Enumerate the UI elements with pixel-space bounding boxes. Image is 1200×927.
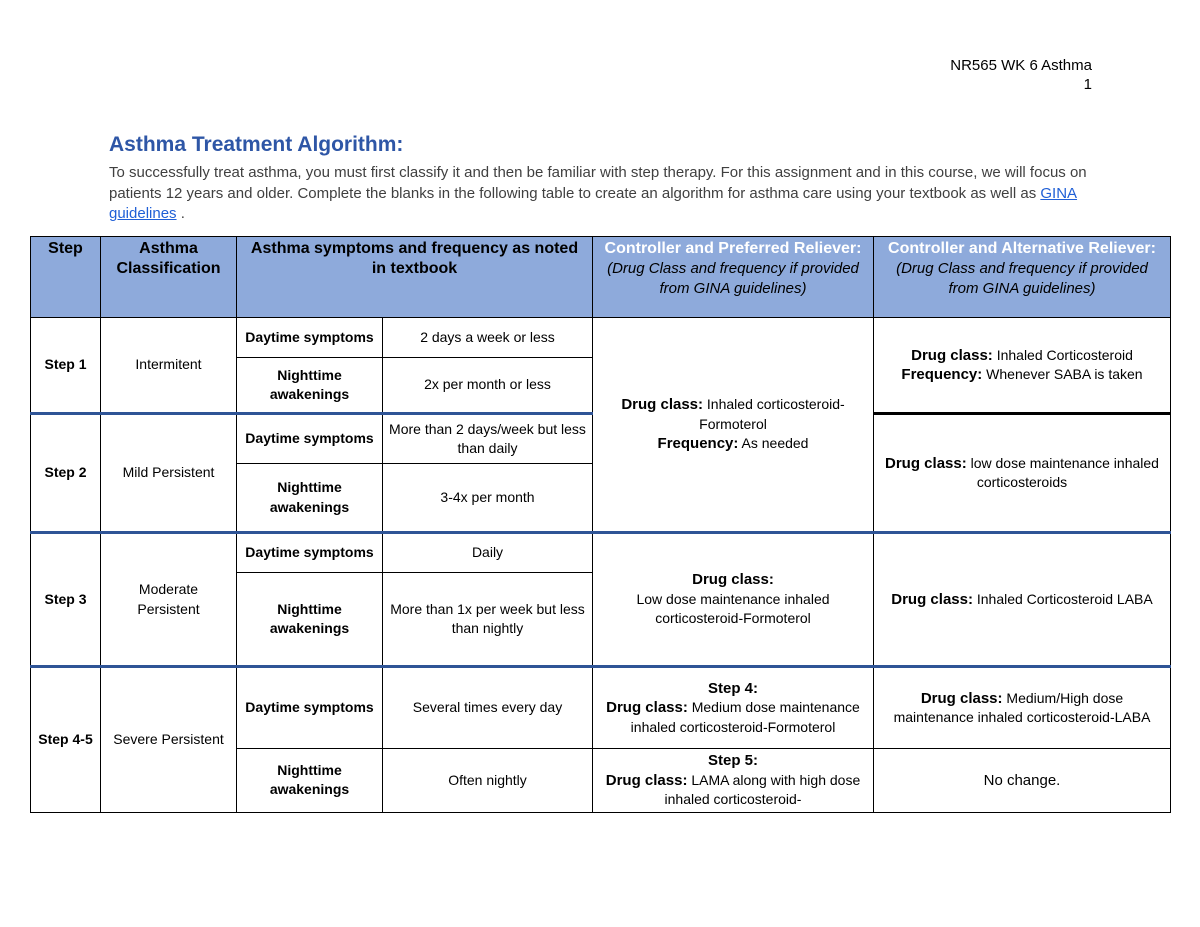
doc-label: NR565 WK 6 Asthma (950, 57, 1092, 74)
daytime-symptoms-label: Daytime symptoms (237, 318, 383, 358)
step-3-classification: Moderate Persistent (101, 533, 237, 667)
step-1-cell: Step 1 (31, 318, 101, 414)
alternative-reliever-step-4 (874, 667, 1171, 749)
preferred-reliever-step-4 (593, 667, 874, 749)
alt-1-class: Inhaled Corticosteroid (996, 346, 1133, 363)
page-number: 1 (1083, 76, 1092, 93)
asthma-algorithm-table (30, 236, 1171, 813)
drug-class-label: Drug class: (920, 689, 1003, 707)
daytime-symptoms-label: Daytime symptoms (237, 533, 383, 573)
intro-paragraph (109, 163, 1094, 225)
page-title: Asthma Treatment Algorithm: (109, 133, 404, 156)
header-controller-preferred-sub: (Drug Class and frequency if provided from GINA guidelines) (607, 260, 859, 297)
drug-class-label: Drug class: (606, 699, 688, 717)
step-2-classification: Mild Persistent (101, 414, 237, 533)
header-step: Step (31, 237, 101, 318)
intro-end: . (176, 205, 185, 222)
intro-text: To successfully treat asthma, you must first classify it and then be familiar with step therapy. For this assignment and in this course, we will focus on patients 12 years and older. Complete the blanks in the following table to create an algorithm for asthma care using your textbook as well as (109, 164, 1087, 202)
daytime-symptoms-label: Daytime symptoms (237, 667, 383, 749)
header-controller-preferred (593, 237, 874, 318)
step-1-classification: Intermitent (101, 318, 237, 414)
preferred-4-class: Medium dose maintenance inhaled corticosteroid-Formoterol (630, 699, 860, 735)
step-4-5-cell: Step 4-5 (31, 667, 101, 813)
table-header-row (31, 237, 1171, 318)
gina-guidelines-link[interactable]: GINA guidelines (109, 184, 1078, 222)
step-2-daytime-value: More than 2 days/week but less than daily (383, 414, 593, 464)
preferred-reliever-step-3 (593, 533, 874, 667)
header-symptoms: Asthma symptoms and frequency as noted in textbook (237, 237, 593, 318)
step-3-daytime-value: Daily (383, 533, 593, 573)
step-3-nighttime-value: More than 1x per week but less than nightly (383, 573, 593, 667)
drug-class-label: Drug class: (911, 346, 993, 364)
step-1-nighttime-value: 2x per month or less (383, 358, 593, 414)
step-5-label: Step 5: (707, 752, 758, 769)
running-header (950, 56, 1092, 94)
alternative-reliever-step-2 (874, 414, 1171, 533)
alternative-reliever-step-3 (874, 533, 1171, 667)
header-controller-alternative (874, 237, 1171, 318)
drug-class-label: Drug class: (891, 590, 973, 608)
alt-4-class: Medium/High dose maintenance inhaled corticosteroid-LABA (893, 689, 1151, 725)
frequency-label: Frequency: (901, 366, 983, 383)
preferred-5-class: LAMA along with high dose inhaled corticosteroid- (664, 771, 861, 807)
alt-3-class: Inhaled Corticosteroid LABA (976, 590, 1153, 607)
nighttime-awakenings-label: Nighttime awakenings (237, 358, 383, 414)
preferred-1-2-freq: As needed (741, 435, 809, 452)
step-2-nighttime-value: 3-4x per month (383, 464, 593, 533)
step-4-5-daytime-value: Several times every day (383, 667, 593, 749)
drug-class-label: Drug class: (885, 454, 967, 472)
header-controller-preferred-title: Controller and Preferred Reliever: (604, 240, 862, 257)
step-2-cell: Step 2 (31, 414, 101, 533)
table-row (31, 667, 1171, 749)
alternative-reliever-step-5: No change. (874, 749, 1171, 813)
header-classification: Asthma Classification (101, 237, 237, 318)
drug-class-label: Drug class: (605, 771, 688, 789)
nighttime-awakenings-label: Nighttime awakenings (237, 749, 383, 813)
table-row (31, 318, 1171, 358)
step-3-cell: Step 3 (31, 533, 101, 667)
header-controller-alternative-sub: (Drug Class and frequency if provided from GINA guidelines) (896, 260, 1148, 297)
step-4-5-classification: Severe Persistent (101, 667, 237, 813)
step-4-5-nighttime-value: Often nightly (383, 749, 593, 813)
preferred-reliever-steps-1-2 (593, 318, 874, 533)
step-1-daytime-value: 2 days a week or less (383, 318, 593, 358)
step-4-label: Step 4: (707, 679, 758, 697)
preferred-1-2-class: Inhaled corticosteroid-Formoterol (699, 396, 845, 432)
header-controller-alternative-title: Controller and Alternative Reliever: (888, 240, 1156, 257)
preferred-3-class: Low dose maintenance inhaled corticosteroid-Formoterol (636, 590, 830, 627)
alt-2-class: low dose maintenance inhaled corticosteroids (970, 454, 1159, 490)
alt-1-freq: Whenever SABA is taken (986, 366, 1143, 382)
table-row (31, 533, 1171, 573)
frequency-label: Frequency: (657, 435, 739, 453)
daytime-symptoms-label: Daytime symptoms (237, 414, 383, 464)
drug-class-label: Drug class: (692, 571, 774, 589)
nighttime-awakenings-label: Nighttime awakenings (237, 573, 383, 667)
preferred-reliever-step-5 (593, 749, 874, 813)
nighttime-awakenings-label: Nighttime awakenings (237, 464, 383, 533)
alternative-reliever-step-1 (874, 318, 1171, 414)
drug-class-label: Drug class: (621, 396, 704, 414)
